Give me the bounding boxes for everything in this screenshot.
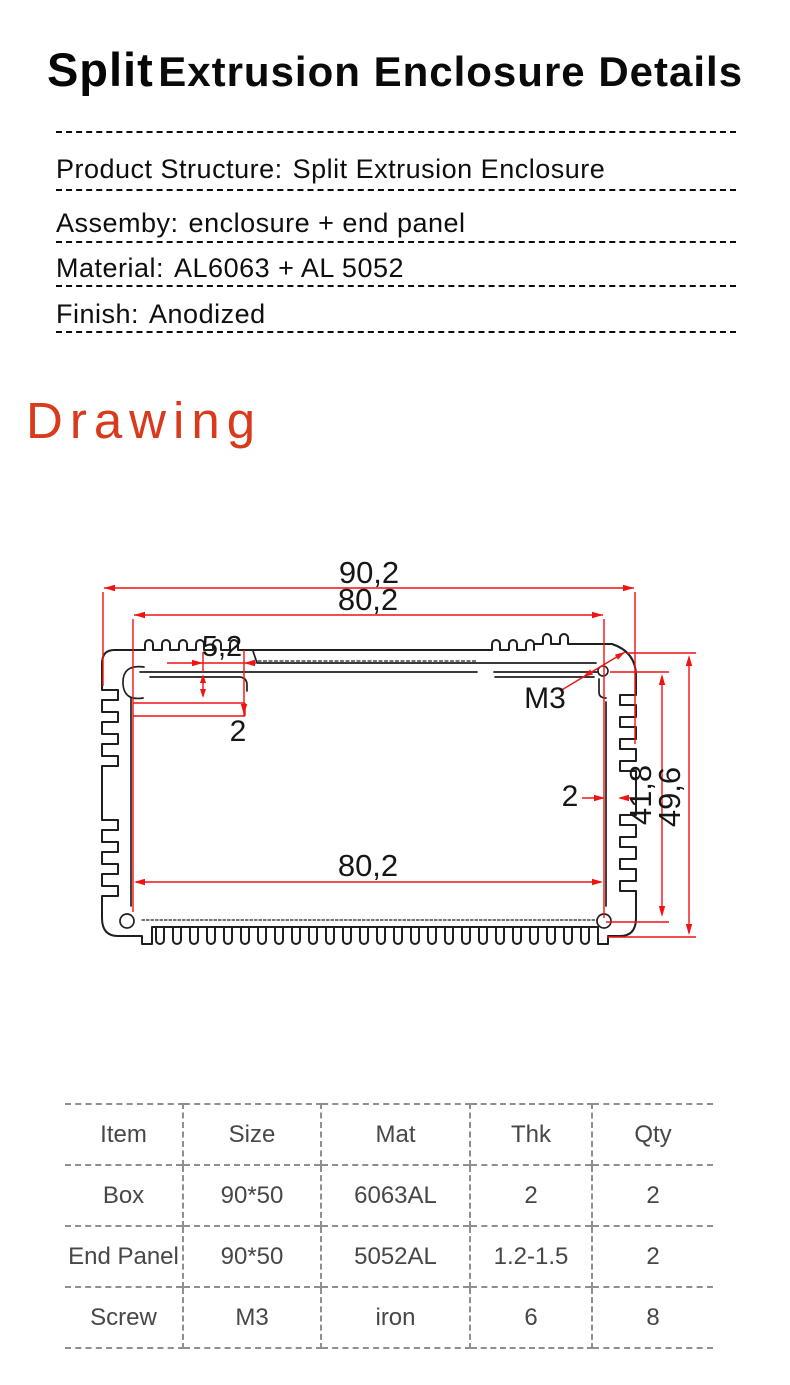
parts-table	[65, 1103, 713, 1349]
section-heading-drawing: Drawing	[26, 392, 263, 449]
dim-overall-height: 49,6	[652, 766, 687, 828]
spec-finish	[56, 299, 736, 333]
bottom-fins	[156, 927, 589, 944]
profile-outline	[102, 634, 636, 944]
spec-label: Finish:	[56, 299, 140, 329]
cell-mat: 5052AL	[321, 1226, 470, 1287]
spec-assembly	[56, 208, 736, 243]
header-qty: Qty	[592, 1104, 713, 1165]
dim-inner-height: 41,8	[623, 764, 658, 826]
dim-opening-width: 80,2	[337, 582, 399, 617]
dim-inner-width: 80,2	[337, 848, 399, 883]
page-title	[0, 42, 790, 97]
dim-groove-depth: 2	[229, 715, 247, 748]
spec-value: AL6063 + AL 5052	[174, 253, 404, 283]
cell-item: Screw	[65, 1287, 183, 1348]
spec-label: Product Structure:	[56, 154, 283, 184]
parts-table-header-row	[65, 1104, 713, 1165]
cell-size: M3	[183, 1287, 321, 1348]
cell-mat: iron	[321, 1287, 470, 1348]
cell-qty: 8	[592, 1287, 713, 1348]
header-item: Item	[65, 1104, 183, 1165]
spec-product-structure	[56, 154, 736, 191]
dim-wall-thickness: 2	[561, 780, 579, 813]
spec-label: Material:	[56, 253, 165, 283]
screw-boss-left	[120, 914, 134, 928]
spec-value: Anodized	[149, 299, 266, 329]
spec-label: Assemby:	[56, 208, 179, 238]
cell-size: 90*50	[183, 1165, 321, 1226]
table-row	[65, 1165, 713, 1226]
cell-item: End Panel	[65, 1226, 183, 1287]
table-row	[65, 1226, 713, 1287]
cell-mat: 6063AL	[321, 1165, 470, 1226]
cell-qty: 2	[592, 1226, 713, 1287]
table-row	[65, 1287, 713, 1348]
cell-thk: 6	[470, 1287, 592, 1348]
dim-overall-width: 90,2	[338, 555, 400, 590]
spec-material	[56, 253, 736, 287]
header-thk: Thk	[470, 1104, 592, 1165]
cell-size: 90*50	[183, 1226, 321, 1287]
page-title-emphasis: Split	[46, 43, 154, 96]
dim-screw-label: M3	[524, 682, 566, 715]
cell-thk: 2	[470, 1165, 592, 1226]
spec-value: enclosure + end panel	[188, 208, 466, 238]
dim-groove-width: 5,2	[201, 631, 243, 663]
extrusion-cross-section-drawing	[80, 550, 720, 980]
cell-item: Box	[65, 1165, 183, 1226]
header-size: Size	[183, 1104, 321, 1165]
spec-value: Split Extrusion Enclosure	[292, 154, 606, 184]
header-mat: Mat	[321, 1104, 470, 1165]
cell-qty: 2	[592, 1165, 713, 1226]
cell-thk: 1.2-1.5	[470, 1226, 592, 1287]
divider-dashed	[56, 131, 736, 133]
page-title-rest: Extrusion Enclosure Details	[158, 48, 744, 95]
